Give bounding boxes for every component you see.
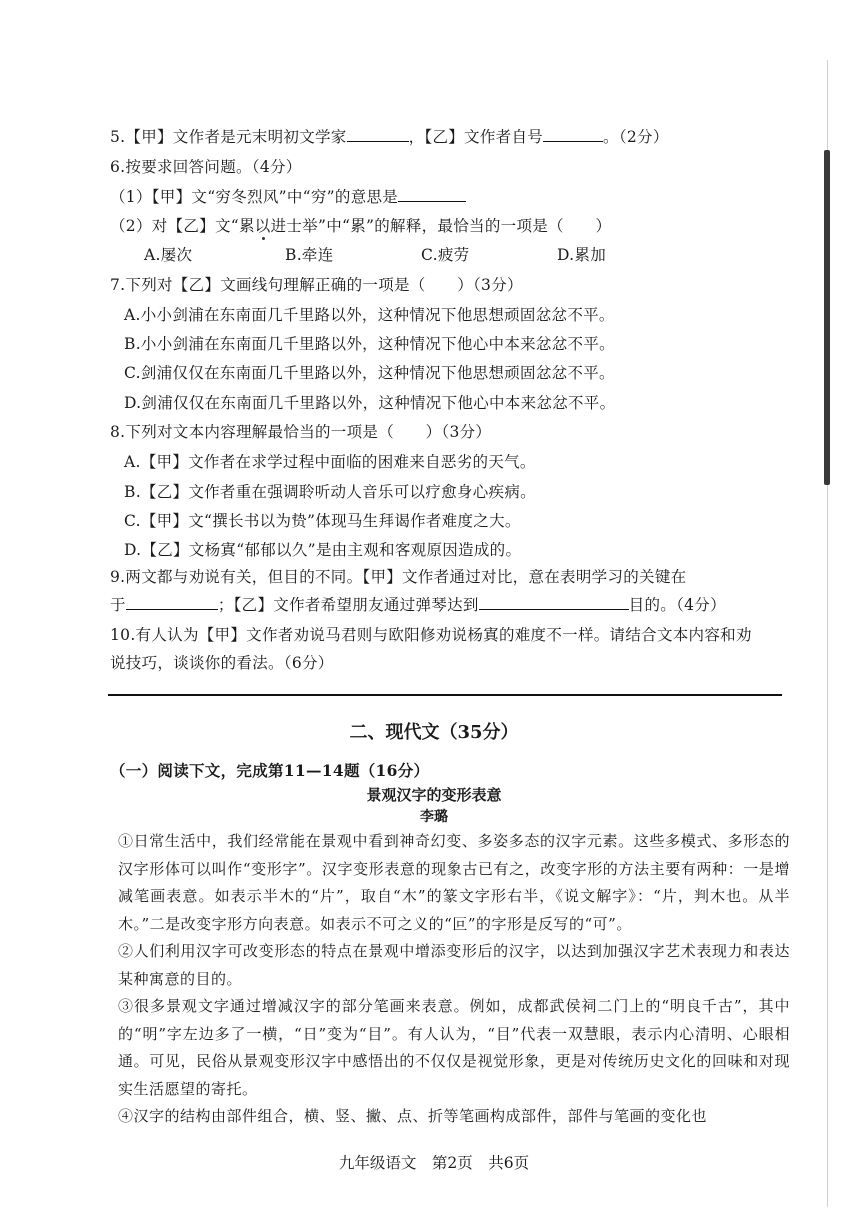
q9-blank-1[interactable] xyxy=(126,595,218,610)
q8-option-c[interactable]: C.【甲】文“撰长书以为贽”体现马生拜谒作者难度之大。 xyxy=(124,512,521,530)
question-7-stem: 7.下列对【乙】文画线句理解正确的一项是（ ）（3分） xyxy=(110,276,523,294)
paragraph-1: ①日常生活中，我们经常能在景观中看到神奇幻变、多姿多态的汉字元素。这些多模式、多形态的汉字形体可以叫作“变形字”。汉字变形表意的现象古已有之，改变字形的方法主要有两种：一是增减笔画表意。如表示半木的“片”，取自“木”的篆文字形右半，《说文解字》：“片，判木也。从半木。”二是改变字形方向表意。如表示不可之义的“叵”的字形是反写的“可”。 xyxy=(118,832,790,933)
article-author: 李璐 xyxy=(420,809,448,825)
q6-option-a[interactable]: A.屡次 xyxy=(144,246,193,264)
article-body xyxy=(118,828,790,1131)
page-footer: 九年级语文 第2页 共6页 xyxy=(338,1154,530,1172)
question-10-line1: 10.有人认为【甲】文作者劝说马君则与欧阳修劝说杨寘的难度不一样。请结合文本内容和劝 xyxy=(110,626,752,644)
paragraph-2: ②人们利用汉字可改变形态的特点在景观中增添变形后的汉字，以达到加强汉字艺术表现力和表达某种寓意的目的。 xyxy=(118,942,790,988)
q5-blank-1[interactable] xyxy=(347,127,409,142)
paragraph-3: ③很多景观文字通过增减汉字的部分笔画来表意。例如，成都武侯祠二门上的“明良千古”，其中的“明”字左边多了一横，“日”变为“目”。有人认为，“目”代表一双慧眼，表示内心清明、心眼相通。可见，民俗从景观变形汉字中感悟出的不仅仅是视觉形象，更是对传统历史文化的回味和对现实生活愿望的寄托。 xyxy=(118,997,790,1098)
question-5 xyxy=(110,126,669,148)
scrollbar-thumb[interactable] xyxy=(824,150,830,485)
question-6-sub1 xyxy=(110,186,466,208)
q8-option-b[interactable]: B.【乙】文作者重在强调聆听动人音乐可以疗愈身心疾病。 xyxy=(124,483,536,501)
q8-option-d[interactable]: D.【乙】文杨寘“郁郁以久”是由主观和客观原因造成的。 xyxy=(124,541,522,559)
paragraph-4: ④汉字的结构由部件组合，横、竖、撇、点、折等笔画构成部件，部件与笔画的变化也 xyxy=(118,1107,708,1125)
q9-suffix: 目的。（4分） xyxy=(628,596,726,614)
q9-prefix: 于 xyxy=(110,596,126,614)
article-title: 景观汉字的变形表意 xyxy=(366,786,502,804)
q5-mid-text: ，【乙】文作者自号 xyxy=(408,128,544,146)
q6-sub1-text: （1）【甲】文“穷冬烈风”中“穷”的意思是 xyxy=(110,188,399,206)
question-6-stem: 6.按要求回答问题。（4分） xyxy=(110,158,302,176)
q9-blank-2[interactable] xyxy=(479,595,629,610)
question-6-sub2: （2）对【乙】文“累以进士举”中“累”的解释，最恰当的一项是（ ） xyxy=(110,217,612,235)
emphasis-dot xyxy=(262,237,265,240)
q9-mid: ；【乙】文作者希望朋友通过弹琴达到 xyxy=(217,596,479,614)
q7-option-c[interactable]: C.剑浦仅仅在东南面几千里路以外，这种情况下他思想顽固忿忿不平。 xyxy=(124,364,615,382)
q5-text: 5.【甲】文作者是元末明初文学家 xyxy=(110,128,347,146)
question-10-line2: 说技巧，谈谈你的看法。（6分） xyxy=(110,654,334,672)
q6-sub1-blank[interactable] xyxy=(398,187,466,202)
q6-option-b[interactable]: B.牵连 xyxy=(285,246,334,264)
section-title: 二、现代文（35分） xyxy=(349,722,519,743)
q6-option-d[interactable]: D.累加 xyxy=(557,246,607,264)
q8-option-a[interactable]: A.【甲】文作者在求学过程中面临的困难来自恶劣的天气。 xyxy=(124,453,536,471)
q7-option-a[interactable]: A.小小剑浦在东南面几千里路以外，这种情况下他思想顽固忿忿不平。 xyxy=(124,306,615,324)
q6-option-c[interactable]: C.疲劳 xyxy=(421,246,470,264)
q5-suffix: 。（2分） xyxy=(603,128,669,146)
section-divider xyxy=(108,694,782,696)
question-9-line1: 9.两文都与劝说有关，但目的不同。【甲】文作者通过对比，意在表明学习的关键在 xyxy=(110,568,687,586)
q5-blank-2[interactable] xyxy=(543,127,603,142)
question-9-line2 xyxy=(110,594,726,616)
q7-option-d[interactable]: D.剑浦仅仅在东南面几千里路以外，这种情况下他心中本来忿忿不平。 xyxy=(124,394,616,412)
q7-option-b[interactable]: B.小小剑浦在东南面几千里路以外，这种情况下他心中本来忿忿不平。 xyxy=(124,335,615,353)
reading-instruction: （一）阅读下文，完成第11—14题（16分） xyxy=(110,761,430,780)
question-8-stem: 8.下列对文本内容理解最恰当的一项是（ ）（3分） xyxy=(110,423,492,441)
